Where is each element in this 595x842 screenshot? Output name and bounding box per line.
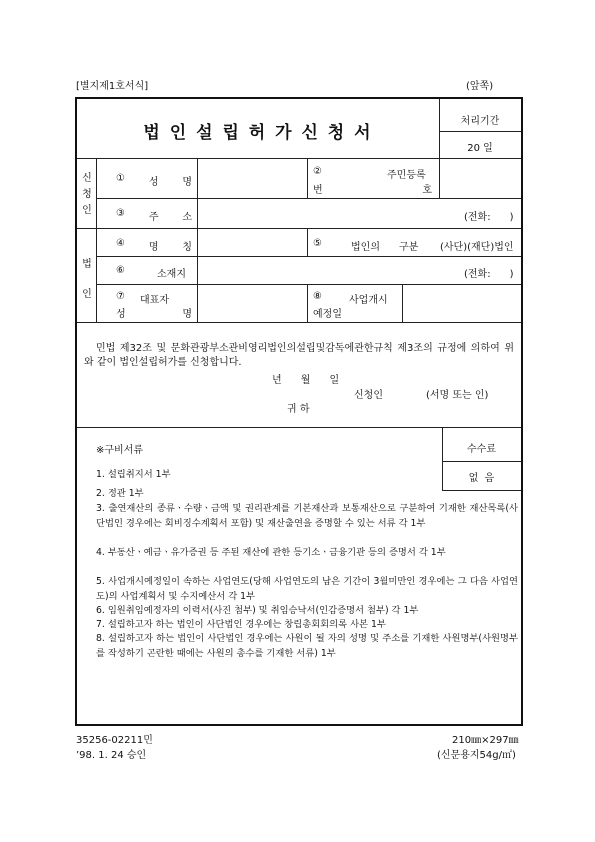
approval-date: ’98. 1. 24 승인 — [76, 750, 147, 761]
processing-period-value: 20 일 — [467, 143, 493, 154]
start-date-num: ⑧ — [313, 291, 322, 302]
corp-type-num: ⑤ — [313, 238, 322, 249]
page-side: (앞쪽) — [466, 81, 494, 92]
document-item: 7. 설립하고자 하는 법인이 사단법인 경우에는 창립총회회의록 사본 1부 — [96, 619, 386, 630]
start-date-label-2: 예정일 — [313, 309, 342, 320]
form-code: 35256-02211민 — [76, 735, 153, 746]
applicant-group-label: 신 청 인 — [82, 173, 92, 216]
representative-label: 대표자 — [140, 295, 169, 306]
address-field[interactable] — [199, 200, 449, 226]
processing-period-label: 처리기간 — [460, 116, 500, 127]
id-number-label-2: 번 호 — [313, 185, 432, 196]
document-item: 8. 설립하고자 하는 법인이 사단법인 경우에는 사원이 될 자의 성명 및 주소를 기재한 사원명부(사원명부를 작성하기 곤란한 때에는 사원의 총수를 기재한 서류) 1부 — [96, 633, 518, 659]
corp-type-label: 법인의 구분 — [351, 242, 419, 253]
documents-heading: ※구비서류 — [96, 445, 144, 456]
id-number-label: 주민등록 — [387, 170, 426, 181]
applicant-phone: (전화: ) — [464, 212, 514, 223]
document-item: 4. 부동산ㆍ예금ㆍ유가증권 등 주된 재산에 관한 등기소ㆍ금융기관 등의 증명서 각 1부 — [96, 547, 446, 558]
name-label: ① 성 명 — [116, 173, 192, 188]
applicant-signature-label: 신청인 — [354, 390, 383, 401]
address-label: ③ 주 소 — [116, 208, 192, 223]
page-title: 법 인 설 립 허 가 신 청 서 — [143, 123, 373, 143]
application-statement: 민법 제32조 및 문화관광부소관비영리법인의설립및감독에관한규칙 제3조의 규정에 의하여 위와 같이 법인설립허가를 신청합니다. — [84, 343, 514, 368]
form-id: [별지제1호서식] — [76, 81, 149, 92]
document-item: 6. 임원취임예정자의 이력서(사진 첨부) 및 취임승낙서(인감증명서 첨부) 각 1부 — [96, 605, 419, 616]
representative-num: ⑦ — [116, 291, 125, 302]
document-item: 5. 사업개시예정일이 속하는 사업연도(당해 사업연도의 남은 기간이 3월미만인 경우에는 그 다음 사업연도)의 사업계획서 및 수지예산서 각 1부 — [96, 576, 518, 602]
location-label: 소재지 — [157, 269, 186, 280]
corp-name-label: ④ 명 칭 — [116, 238, 192, 253]
corporation-group-label: 법 인 — [82, 259, 92, 300]
id-number-field[interactable] — [441, 160, 519, 196]
recipient: 귀 하 — [287, 404, 310, 415]
location-field[interactable] — [199, 258, 449, 282]
application-date: 년 월 일 — [272, 375, 340, 386]
document-item: 1. 설립취지서 1부 — [96, 469, 171, 480]
document-item: 2. 정관 1부 — [96, 488, 144, 499]
id-number-num: ② — [313, 166, 322, 177]
signature-placeholder: (서명 또는 인) — [426, 390, 489, 401]
corp-phone: (전화: ) — [464, 269, 514, 280]
document-item: 3. 출연재산의 종류ㆍ수량ㆍ금액 및 권리관계를 기본재산과 보통재산으로 구분하여 기재한 재산목록(사단법인 경우에는 회비징수계획서 포함) 및 재산출연을 증명할 수 있는 서류 각 1부 — [96, 503, 518, 529]
representative-field[interactable] — [199, 286, 305, 320]
paper-size: 210㎜×297㎜ — [452, 735, 519, 746]
start-date-field[interactable] — [404, 286, 519, 320]
fee-value: 없 음 — [468, 473, 495, 484]
representative-label-2: 성 명 — [116, 309, 192, 320]
corp-type-value[interactable]: (사단)(재단)법인 — [440, 242, 514, 253]
fee-label: 수수료 — [467, 444, 496, 455]
name-field[interactable] — [199, 160, 305, 196]
location-num: ⑥ — [116, 265, 125, 276]
corp-name-field[interactable] — [199, 230, 305, 254]
paper-type: (신문용지54g/㎡) — [437, 750, 516, 761]
start-date-label: 사업개시 — [349, 295, 388, 306]
